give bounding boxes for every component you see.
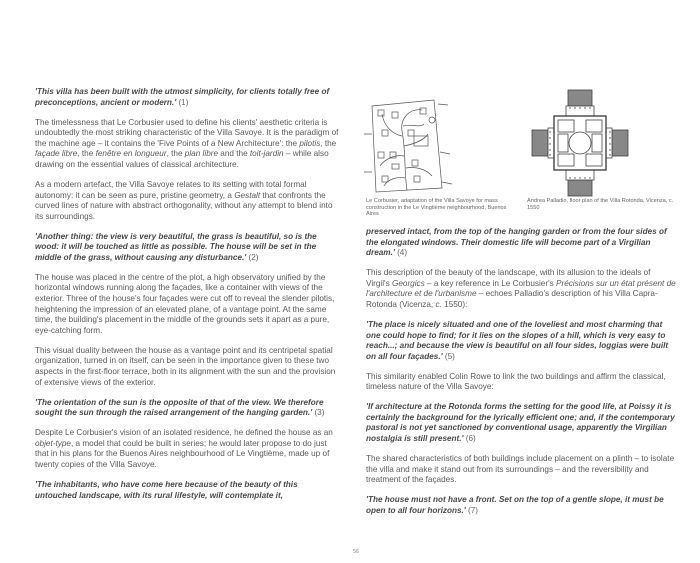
quote-4-start: 'The inhabitants, who have come here because of the beauty of this untouched landscape, with its rural lifestyle, will contemplate it, [35,479,298,500]
caption-sketch: Le Corbusier, adaptation of the Villa Savoye for mass construction in the Le Vingtième neighbourhood, Buenos Aires [366,198,507,218]
quote-1: 'This villa has been built with the utmost simplicity, for clients totally free of preconceptions, ancient or modern.' (1) [35,87,330,107]
figure-villa-rotonda-plan [530,88,630,188]
paragraph-objet-type: Despite Le Corbusier's vision of an isolated residence, he defined the house as an objet-type, a model that could be built in series; he would later propose to do just that in his plans for the Buenos Aires neighbourhood of Le Vingtième, made up of twenty copies of the Villa Savoye. [35,428,333,469]
footnote-ref-1: (1) [178,97,189,107]
footnote-ref-7: (7) [468,505,479,515]
paragraph-virgil: This description of the beauty of the landscape, with its allusion to the ideals of Virgil's Georgics – a key reference in Le Corbusier's Précisions sur un état présent de l'architecture et de l'urbanisme – echoes Palladio's description of his Villa Capra-Rotonda (Vicenza, c. 1550): [366,268,676,309]
right-column [366,227,676,526]
paragraph-colin-rowe: This similarity enabled Colin Rowe to link the two buildings and affirm the classical, timeless nature of the Villa Savoye: [366,371,666,392]
footnote-ref-6: (6) [465,434,476,444]
page-number: 56 [353,549,360,555]
caption-floor-plan: Andrea Palladio, floor plan of the Villa Rotonda, Vicenza, c. 1550 [527,198,674,211]
quote-3: 'The orientation of the sun is the opposite of that of the view. We therefore sought the sun through the raised arrangement of the hanging garden.' (3) [35,397,325,418]
quote-5: 'The place is nicely situated and one of the loveliest and most charming that one could hope to find; for it lies on the slopes of a hill, which is very easy to reach...; and because the view is beautiful on all four sides, loggias were built on all four façades.' (5) [366,319,669,361]
quote-2: 'Another thing: the view is very beautiful, the grass is beautiful, so is the wood: it will be touched as little as possible. The house will be set in the middle of the grass, without causing any disturbance.' (2) [35,231,317,262]
quote-4-end: preserved intact, from the top of the hanging garden or from the four sides of the elongated windows. Their domestic life will become part of a Virgilian dream.' (4) [366,227,667,258]
footnote-ref-5: (5) [444,351,455,361]
footnote-ref-2: (2) [248,252,259,262]
sketch-illustration-icon [362,96,462,196]
paragraph-shared-characteristics: The shared characteristics of both buildings include placement on a plinth – to isolate the villa and make it stand out from its surroundings – and the reversibility and treatment of the façades. [366,454,675,485]
paragraph-modern-artefact: As a modern artefact, the Villa Savoye relates to its setting with total formal autonomy: it can be seen as pure, pristine geometry, a Gestalt that confronts the curved lines of nature with abstract orthogonality, without any attempt to blend into its surroundings. [35,179,333,221]
figure-le-vingtieme-sketch [362,96,462,196]
footnote-ref-3: (3) [314,408,325,418]
paragraph-house-placement: The house was placed in the centre of the plot, a high observatory unified by the horizontal windows running along the façades, like a container with views of the exterior. Three of the house's four façades were cut off to reveal the slender pilotis, heightening the impression of an elevated plane, of a vantage point. At the same time, the building's placement in the middle of the grounds sets it apart as a pure, eye-catching form. [35,272,335,335]
quote-6: 'If architecture at the Rotonda forms the setting for the good life, at Poissy it is certainly the background for the lyrically efficient one; and, if the contemporary pastoral is not yet sanctioned by conventional usage, apparently the Virgilian nostalgia is still present.' (6) [366,402,675,444]
floor-plan-icon [530,88,630,198]
left-column [35,87,340,511]
quote-7: 'The house must not have a front. Set on the top of a gentle slope, it must be open to all four horizons.' (7) [366,495,664,515]
footnote-ref-4: (4) [397,248,408,258]
paragraph-timelessness: The timelessness that Le Corbusier used to define his clients' aesthetic criteria is undoubtedly the most striking characteristic of the Villa Savoye. It is the paradigm of the machine age – it contains the 'Five Points of a New Architecture': the pilotis, the façade libre, the fenêtre en longueur, the plan libre and the toit-jardin – while also drawing on the essential values of classical architecture. [35,117,339,169]
paragraph-visual-duality: This visual duality between the house as a vantage point and its centripetal spatial organization, turned in on itself, can be seen in the importance given to these two aspects in the first-floor terrace, both in its alignment with the sun and the provision of extensive views of the exterior. [35,345,336,387]
